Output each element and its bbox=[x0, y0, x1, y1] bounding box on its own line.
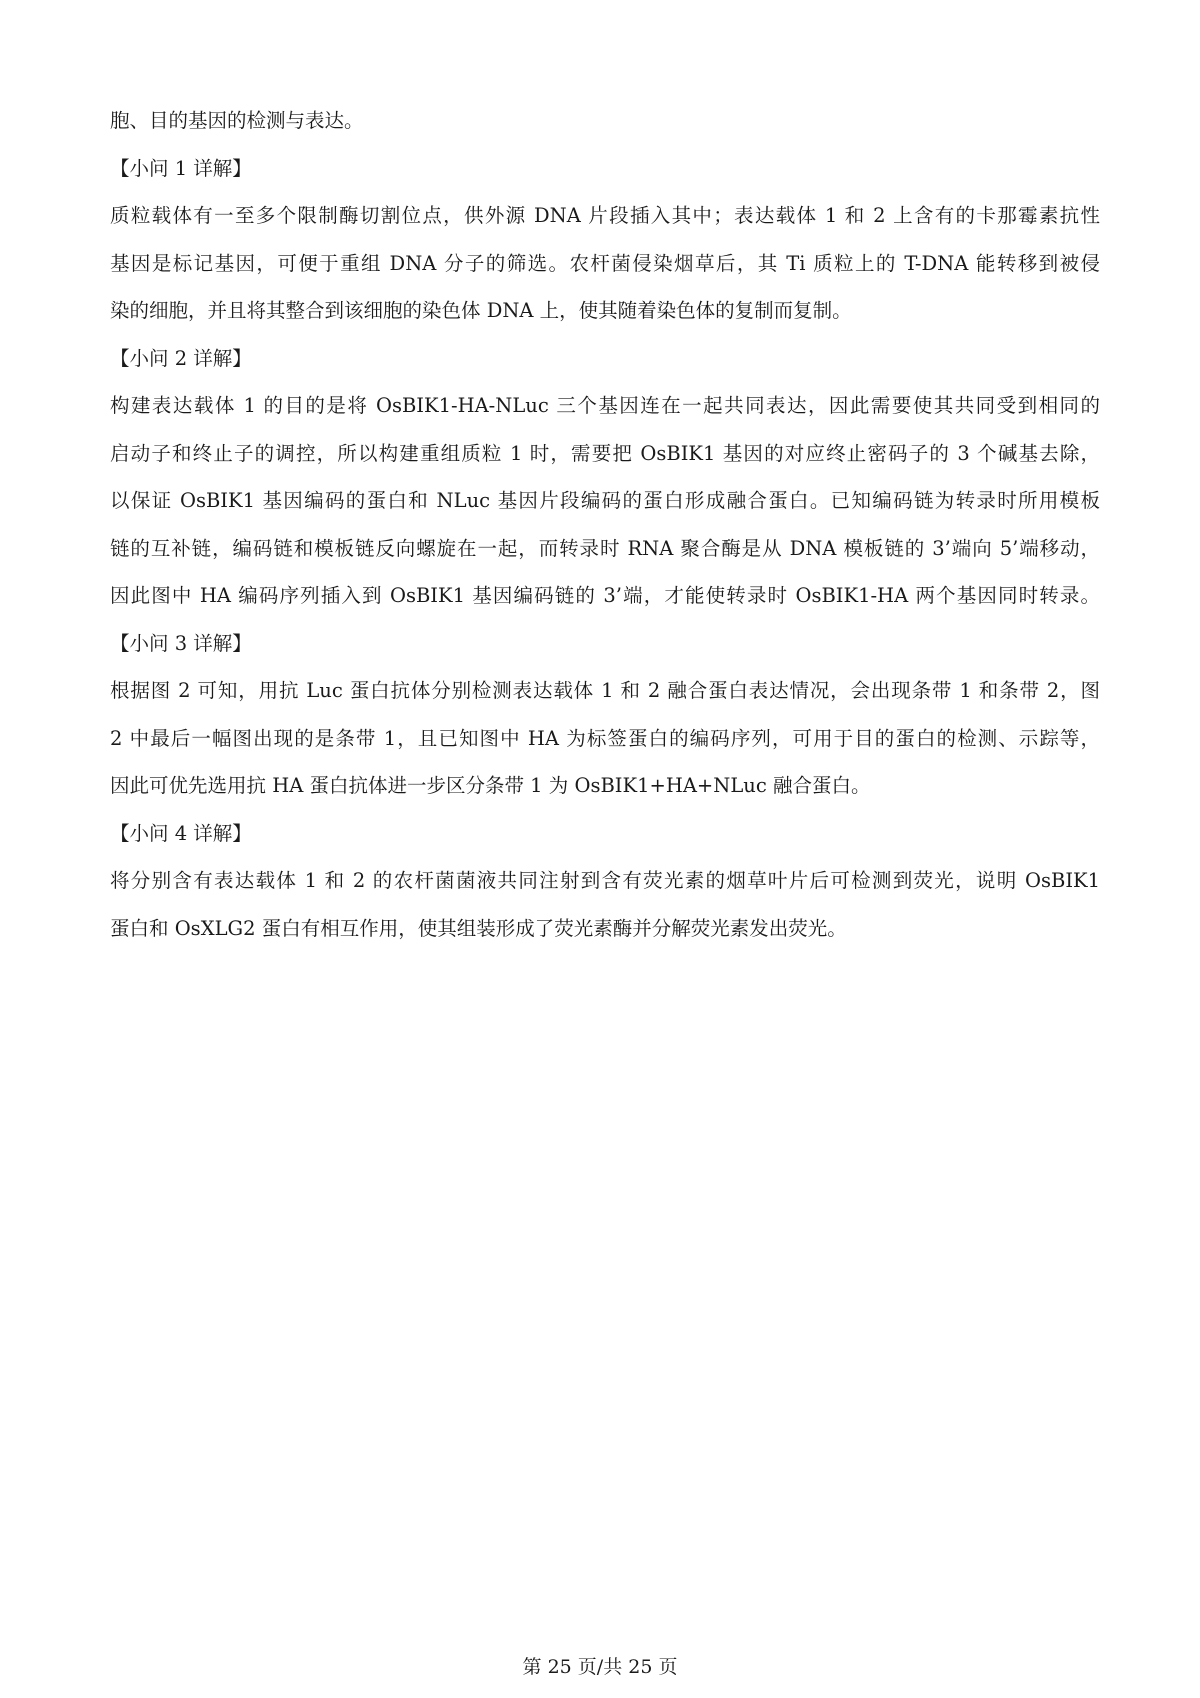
section-4-line: 蛋白和 OsXLG2 蛋白有相互作用，使其组装形成了荧光素酶并分解荧光素发出荧光。 bbox=[110, 916, 847, 940]
page-number: 第 25 页/共 25 页 bbox=[522, 1656, 678, 1678]
section-2-line: 启动子和终止子的调控，所以构建重组质粒 1 时，需要把 OsBIK1 基因的对应终止密码子的 3 个碱基去除， bbox=[110, 441, 1100, 465]
section-1-heading: 【小问 1 详解】 bbox=[110, 156, 252, 180]
section-4-heading: 【小问 4 详解】 bbox=[110, 821, 252, 845]
section-2-line: 构建表达载体 1 的目的是将 OsBIK1-HA-NLuc 三个基因连在一起共同表达，因此需要使其共同受到相同的 bbox=[110, 394, 1100, 417]
intro-line: 胞、目的基因的检测与表达。 bbox=[110, 109, 364, 132]
section-2-line: 因此图中 HA 编码序列插入到 OsBIK1 基因编码链的 3’端，才能使转录时 OsBIK1-HA 两个基因同时转录。 bbox=[110, 584, 1100, 607]
section-4-line: 将分别含有表达载体 1 和 2 的农杆菌菌液共同注射到含有荧光素的烟草叶片后可检测到荧光，说明 OsBIK1 bbox=[110, 869, 1100, 892]
section-2-line: 链的互补链，编码链和模板链反向螺旋在一起，而转录时 RNA 聚合酶是从 DNA 模板链的 3’端向 5’端移动， bbox=[110, 536, 1100, 560]
section-2-line: 以保证 OsBIK1 基因编码的蛋白和 NLuc 基因片段编码的蛋白形成融合蛋白。已知编码链为转录时所用模板 bbox=[110, 489, 1100, 512]
section-1-line: 质粒载体有一至多个限制酶切割位点，供外源 DNA 片段插入其中；表达载体 1 和 2 上含有的卡那霉素抗性 bbox=[110, 204, 1100, 227]
section-1-line: 染的细胞，并且将其整合到该细胞的染色体 DNA 上，使其随着染色体的复制而复制。 bbox=[110, 299, 852, 322]
section-2-heading: 【小问 2 详解】 bbox=[110, 346, 252, 370]
section-3-heading: 【小问 3 详解】 bbox=[110, 631, 252, 655]
section-3-line: 因此可优先选用抗 HA 蛋白抗体进一步区分条带 1 为 OsBIK1+HA+NLuc 融合蛋白。 bbox=[110, 774, 871, 797]
section-1-line: 基因是标记基因，可便于重组 DNA 分子的筛选。农杆菌侵染烟草后，其 Ti 质粒上的 T-DNA 能转移到被侵 bbox=[110, 251, 1100, 275]
section-3-line: 2 中最后一幅图出现的是条带 1，且已知图中 HA 为标签蛋白的编码序列，可用于目的蛋白的检测、示踪等， bbox=[110, 726, 1100, 750]
section-3-line: 根据图 2 可知，用抗 Luc 蛋白抗体分别检测表达载体 1 和 2 融合蛋白表达情况，会出现条带 1 和条带 2，图 bbox=[110, 679, 1100, 702]
answer-body bbox=[110, 97, 1100, 952]
